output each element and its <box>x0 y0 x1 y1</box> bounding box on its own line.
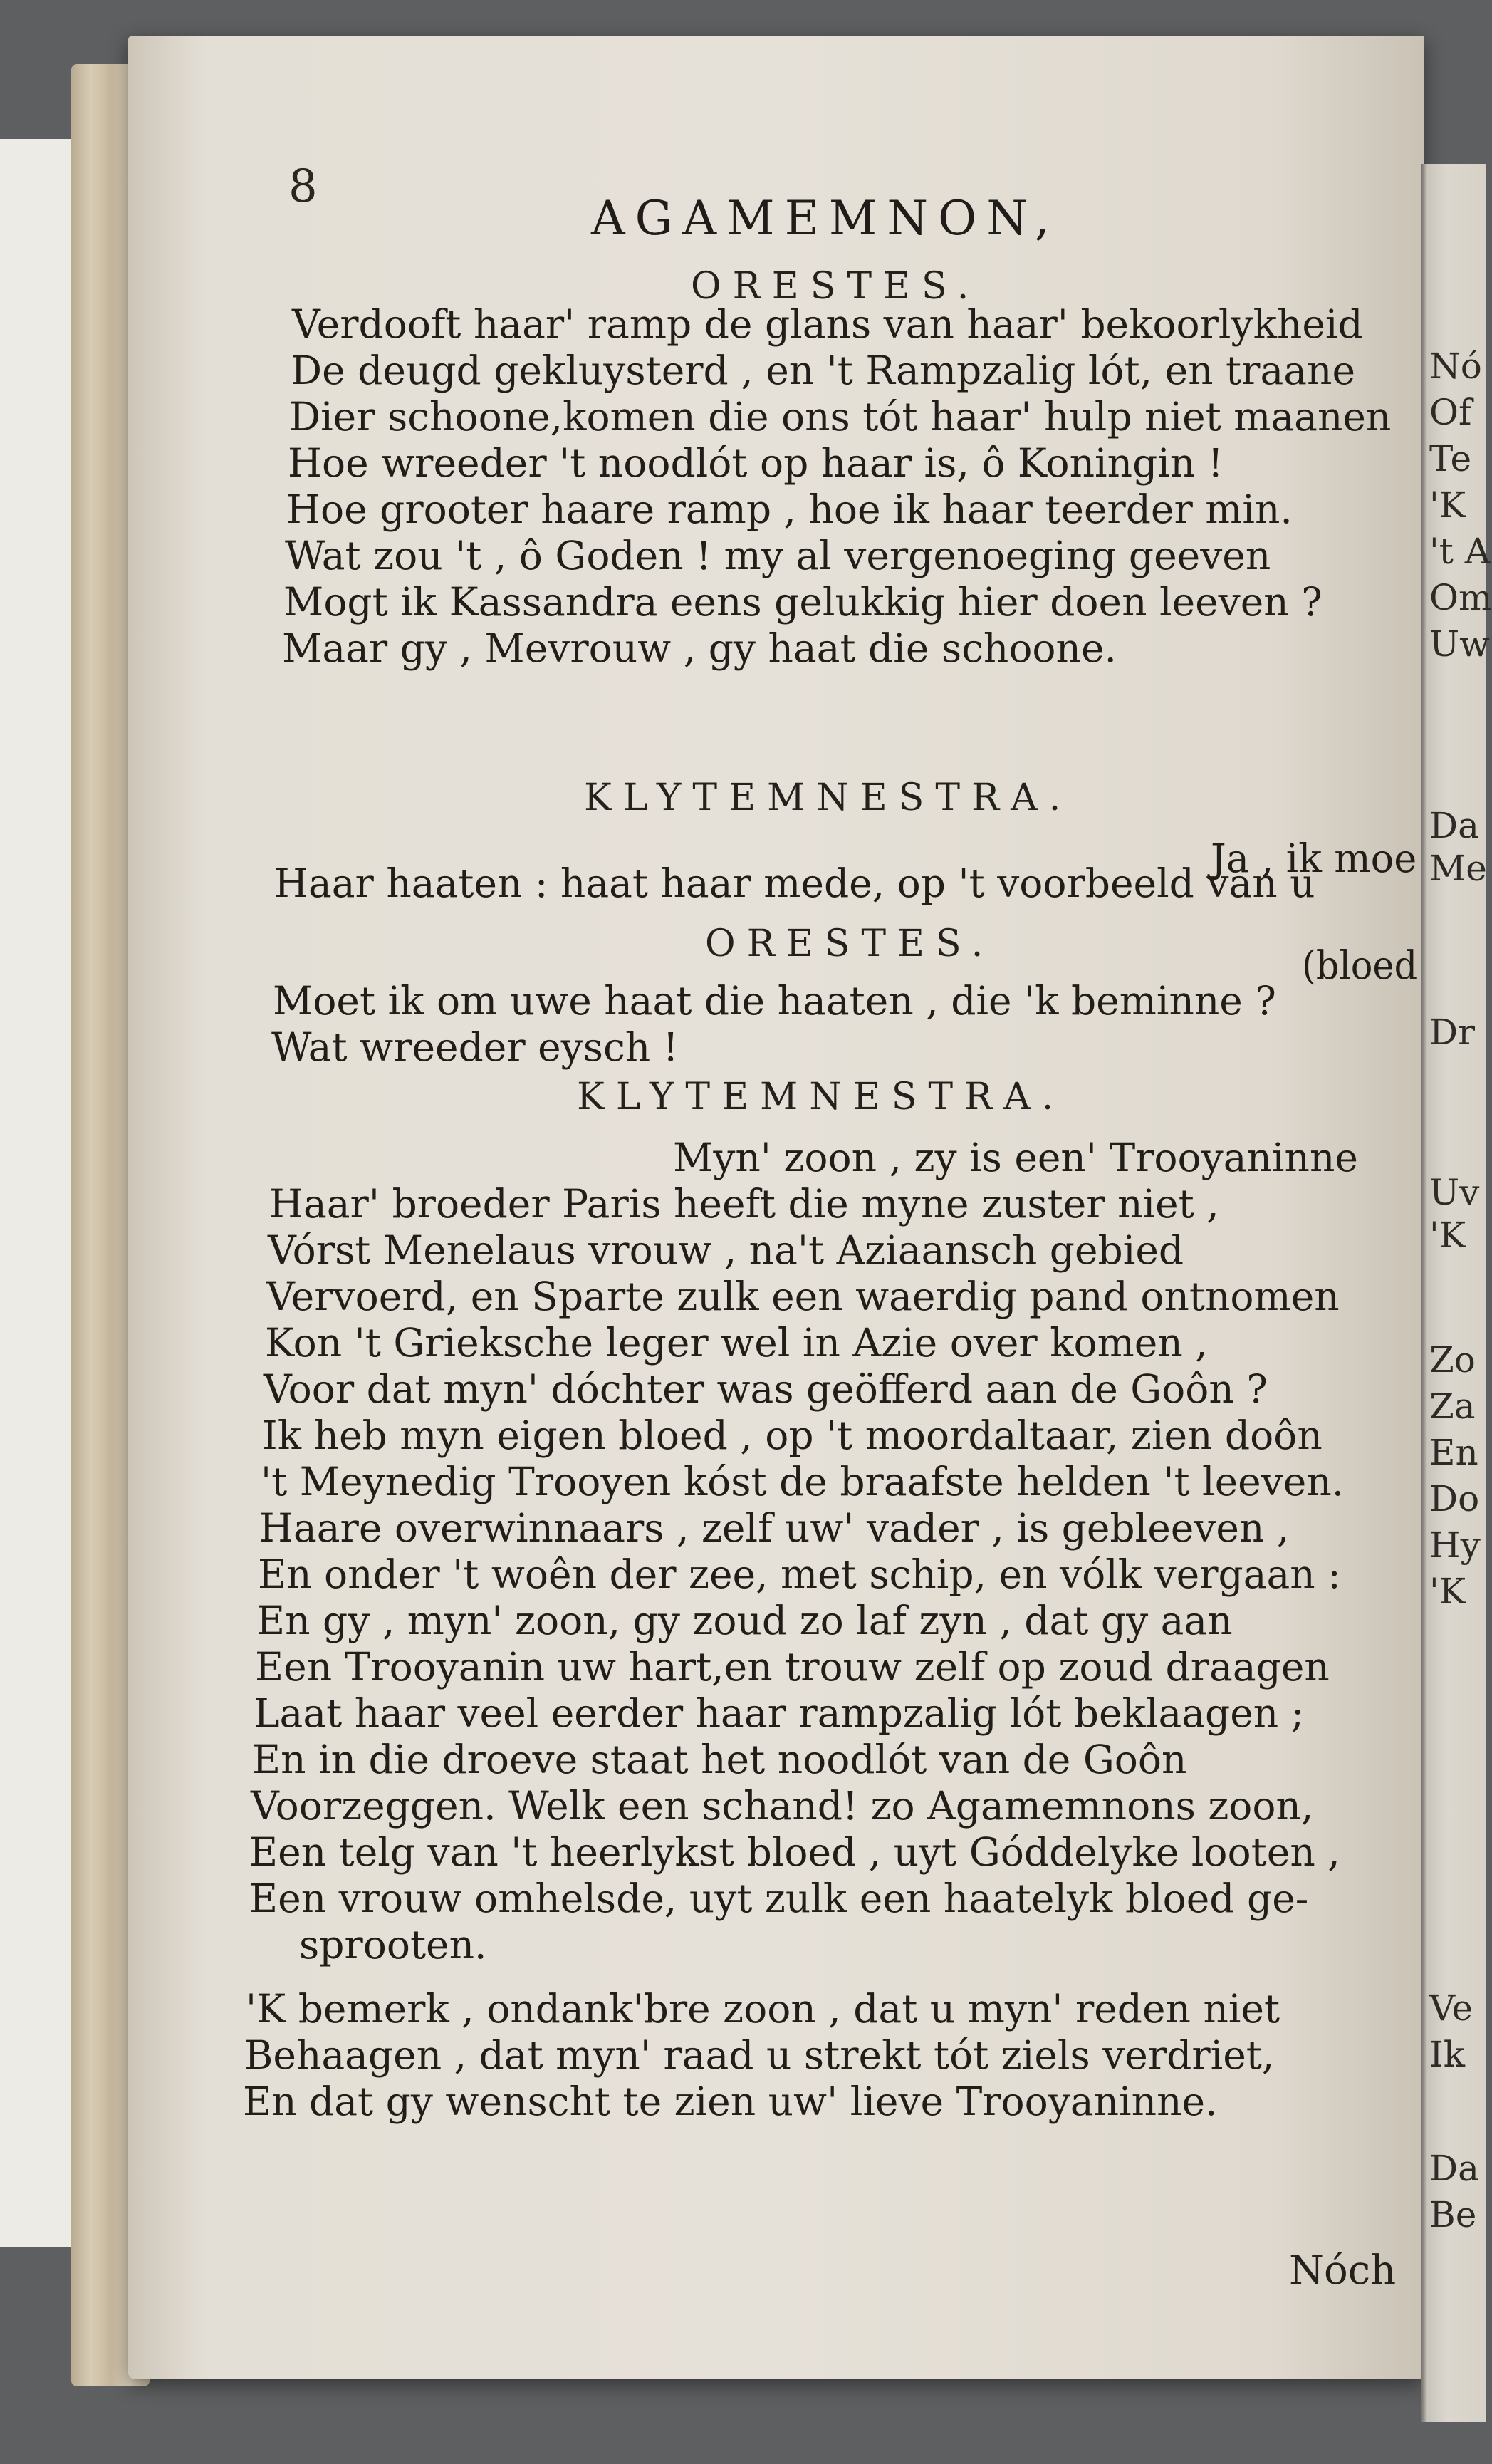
page-number: 8 <box>288 160 318 213</box>
verse-line: En gy , myn' zoon, gy zoud zo laf zyn , dat gy aan <box>256 1598 1233 1643</box>
verse-line: Ja , ik moe <box>1211 836 1417 881</box>
facing-fragment: Hy <box>1429 1524 1481 1566</box>
verse-line: (bloed <box>1302 942 1418 988</box>
verse-line: 'K bemerk , ondank'bre zoon , dat u myn' reden niet <box>246 1986 1280 2032</box>
facing-page <box>1421 164 1492 2422</box>
facing-fragment: Uv <box>1429 1172 1480 1213</box>
verse-line: Moet ik om uwe haat die haaten , die 'k beminne ? <box>273 978 1276 1024</box>
verse-line: En in die droeve staat het noodlót van de Goôn <box>252 1737 1187 1782</box>
facing-fragment: Ik <box>1429 2034 1466 2075</box>
verse-line: Mogt ik Kassandra eens gelukkig hier doen leeven ? <box>283 579 1323 625</box>
facing-fragment: Nó <box>1429 345 1482 387</box>
verse-line: Myn' zoon , zy is een' Trooyaninne <box>673 1135 1358 1180</box>
verse-line: Hoe grooter haare ramp , hoe ik haar teerder min. <box>286 487 1293 532</box>
speaker-name: KLYTEMNESTRA. <box>577 1076 1065 1118</box>
verse-line: Hoe wreeder 't noodlót op haar is, ô Koningin ! <box>288 440 1224 486</box>
catchword: Nóch <box>1289 2247 1397 2294</box>
verse-line: Maar gy , Mevrouw , gy haat die schoone. <box>282 625 1117 671</box>
facing-fragment: Dr <box>1429 1012 1475 1053</box>
facing-fragment: 'K <box>1429 1571 1466 1612</box>
verse-line: Voorzeggen. Welk een schand! zo Agamemnons zoon, <box>251 1783 1314 1829</box>
verse-line: Kon 't Grieksche leger wel in Azie over komen , <box>265 1320 1208 1366</box>
verse-line: sprooten. <box>299 1922 487 1967</box>
running-title: AGAMEMNON, <box>591 191 1060 246</box>
verse-line: Vervoerd, en Sparte zulk een waerdig pand ontnomen <box>266 1274 1340 1319</box>
verse-line: Haar' broeder Paris heeft die myne zuster niet , <box>269 1181 1219 1227</box>
verse-line: Dier schoone,komen die ons tót haar' hulp niet maanen <box>289 394 1392 440</box>
verse-line: De deugd gekluysterd , en 't Rampzalig lót, en traane <box>291 348 1355 393</box>
speaker-name: ORESTES. <box>691 265 981 308</box>
facing-fragment: Da <box>1429 805 1479 846</box>
verse-line: Haare overwinnaars , zelf uw' vader , is gebleeven , <box>259 1505 1290 1551</box>
verse-line: Wat wreeder eysch ! <box>271 1024 679 1070</box>
verse-line: Behaagen , dat myn' raad u strekt tót ziels verdriet, <box>244 2032 1275 2078</box>
facing-fragment: Ve <box>1429 1987 1473 2029</box>
verse-line: En onder 't woên der zee, met schip, en vólk vergaan : <box>258 1551 1341 1597</box>
verse-line: Vórst Menelaus vrouw , na't Aziaansch gebied <box>268 1227 1184 1273</box>
facing-fragment: Me <box>1429 848 1487 889</box>
facing-fragment: Zo <box>1429 1339 1476 1381</box>
facing-fragment: 't A <box>1429 531 1491 572</box>
facing-fragment: En <box>1429 1432 1478 1473</box>
verse-line: Wat zou 't , ô Goden ! my al vergenoeging geeven <box>285 533 1271 578</box>
verse-line: Voor dat myn' dóchter was geöfferd aan de Goôn ? <box>264 1366 1268 1412</box>
facing-fragment: Of <box>1429 392 1472 433</box>
verse-line: Laat haar veel eerder haar rampzalig lót beklaagen ; <box>254 1690 1305 1736</box>
facing-fragment: Be <box>1429 2194 1477 2235</box>
facing-fragment: Te <box>1429 438 1472 479</box>
facing-fragment: Da <box>1429 2148 1479 2189</box>
verse-line: Ik heb myn eigen bloed , op 't moordaltaar, zien doôn <box>262 1413 1323 1458</box>
verse-line: Een Trooyanin uw hart,en trouw zelf op zoud draagen <box>255 1644 1330 1690</box>
verse-line: Een telg van 't heerlykst bloed , uyt Góddelyke looten , <box>249 1829 1340 1875</box>
facing-fragment: Do <box>1429 1478 1480 1519</box>
speaker-name: ORESTES. <box>705 922 995 965</box>
speaker-name: KLYTEMNESTRA. <box>584 776 1073 819</box>
verse-line: Verdooft haar' ramp de glans van haar' bekoorlykheid <box>292 301 1363 347</box>
verse-line: Een vrouw omhelsde, uyt zulk een haatelyk bloed ge- <box>249 1876 1309 1921</box>
verse-line: Haar haaten : haat haar mede, op 't voorbeeld van u <box>274 861 1315 906</box>
facing-fragment: 'K <box>1429 484 1466 526</box>
facing-fragment: Uw <box>1429 623 1490 665</box>
facing-fragment: Om <box>1429 577 1492 618</box>
facing-fragment: 'K <box>1429 1215 1466 1256</box>
facing-fragment: Za <box>1429 1386 1476 1427</box>
verse-line: 't Meynedig Trooyen kóst de braafste helden 't leeven. <box>261 1459 1345 1504</box>
verse-line: En dat gy wenscht te zien uw' lieve Trooyaninne. <box>243 2079 1218 2124</box>
